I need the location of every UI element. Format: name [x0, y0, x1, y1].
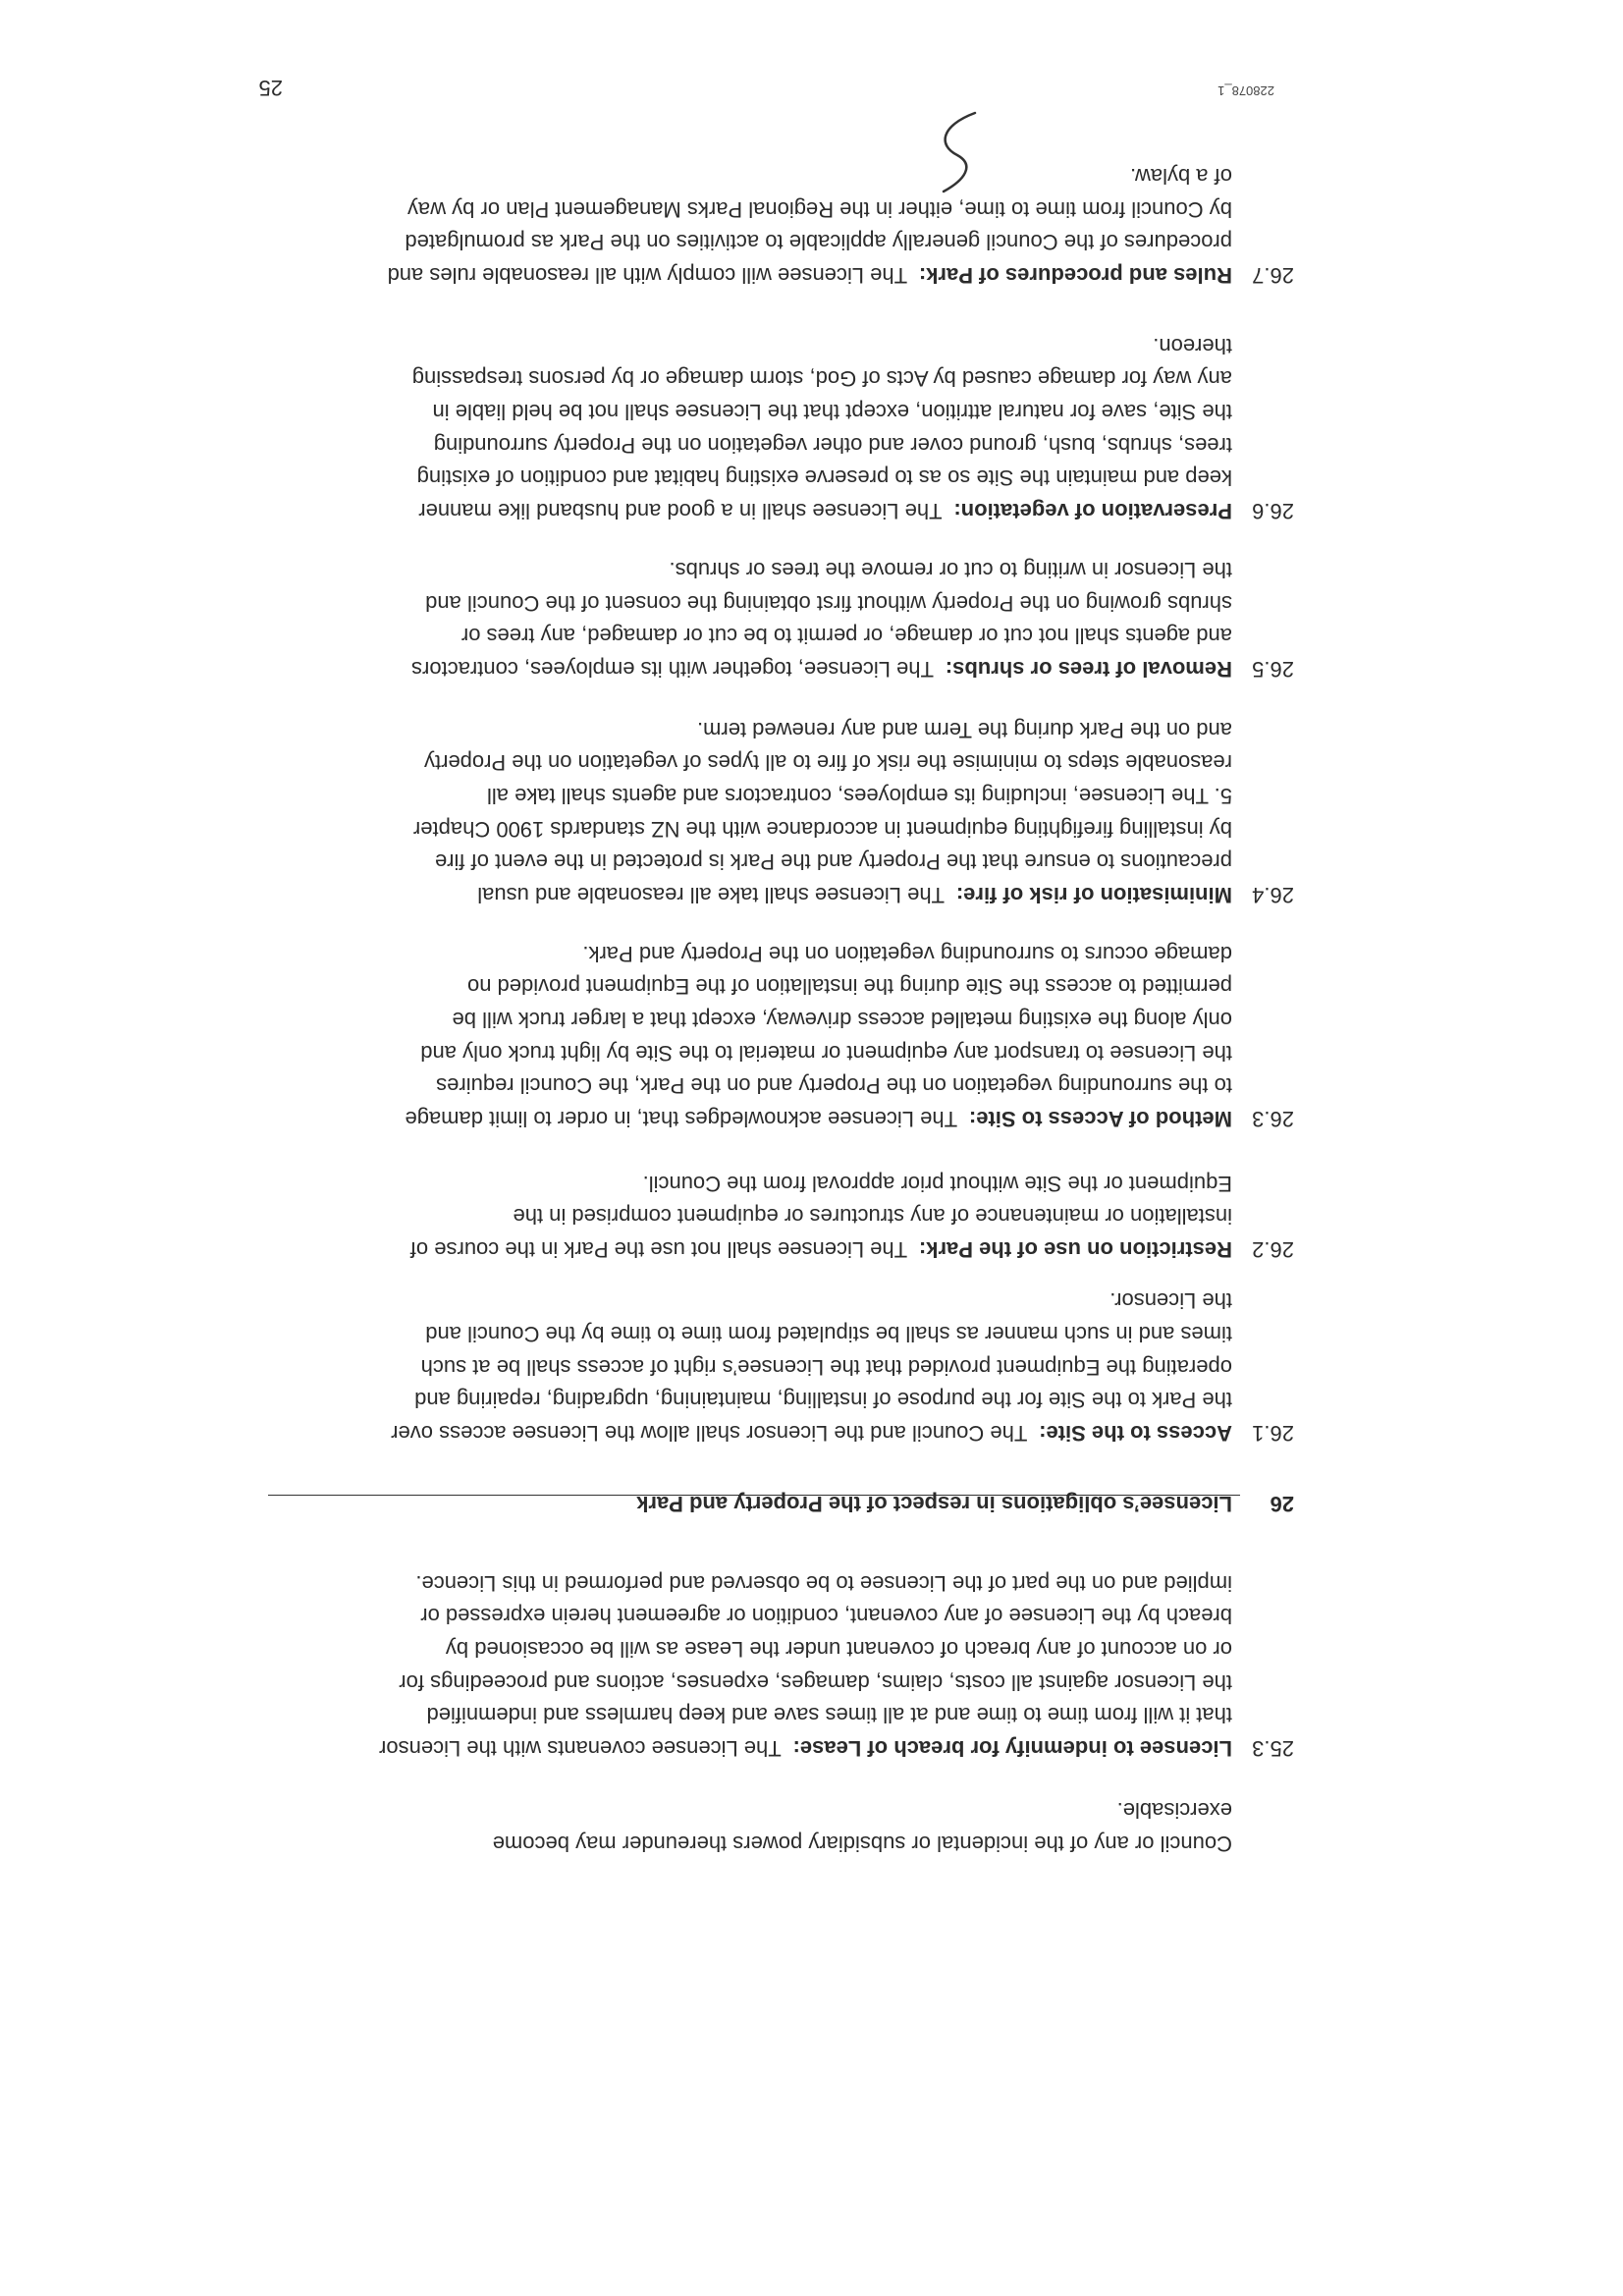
text-line	[413, 878, 1232, 911]
text-line: 5. The Licensee, including its employees, contractors and agents shall take all	[486, 783, 1232, 808]
clause-number: 26	[1270, 1492, 1294, 1516]
text-line: and on the Park during the Term and any renewed term.	[696, 717, 1232, 742]
clause-number: 26.6	[1252, 499, 1294, 523]
text-line	[412, 494, 1232, 527]
clause-number: 25.3	[1252, 1736, 1294, 1761]
text-line	[379, 1731, 1232, 1765]
clause-heading: Licensee to indemnify for breach of Lease:	[792, 1736, 1232, 1761]
text-line: only along the existing metalled access driveway, except that a larger truck will be	[452, 1007, 1232, 1032]
clause-text: The Licensee shall in a good and husband like manner	[418, 499, 943, 523]
text-line: and agents shall not cut or damage, or permit to be cut or damaged, any trees or	[460, 624, 1232, 649]
clause-text: The Licensee, together with its employees, contractors	[411, 657, 934, 682]
clause-number: 26.2	[1252, 1237, 1294, 1262]
text-line: the Site, save for natural attrition, except that the Licensee shall not be held liable in	[432, 399, 1232, 424]
clause-heading: Rules and procedures of Park:	[918, 263, 1232, 288]
text-line	[406, 1102, 1232, 1135]
text-line: the Park to the Site for the purpose of installing, maintaining, upgrading, repairing and	[414, 1388, 1232, 1413]
clause-text: The Licensee shall not use the Park in the course of	[409, 1237, 908, 1262]
text-line: implied and on the part of the Licensee to be observed and performed in this Licence.	[415, 1570, 1232, 1596]
clause-heading: Method of Access to Site:	[968, 1107, 1232, 1131]
text-line	[388, 258, 1232, 292]
text-line: the Licensor against all costs, claims, damages, expenses, actions and proceedings for	[399, 1669, 1232, 1695]
text-line: to the surrounding vegetation on the Property and on the Park, the Council requires	[436, 1073, 1232, 1099]
text-line: the Licensor.	[1109, 1288, 1232, 1314]
text-line: precautions to ensure that the Property and the Park is protected in the event of fire	[434, 849, 1232, 875]
clause-heading: Removal of trees or shrubs:	[945, 657, 1232, 682]
text-line	[410, 1232, 1232, 1266]
page-number: 25	[258, 76, 283, 100]
text-line: installation or maintenance of any structures or equipment comprised in the	[513, 1204, 1232, 1230]
text-line: the Licensee to transport any equipment or material to the Site by light truck only and	[420, 1040, 1232, 1066]
text-line: by installing firefighting equipment in accordance with the NZ standards 1900 Chapter	[412, 816, 1232, 842]
text-line: operating the Equipment provided that the Licensee’s right of access shall be at such	[420, 1354, 1232, 1380]
text-line: thereon.	[1153, 333, 1232, 358]
clause-number: 26.5	[1252, 657, 1294, 682]
text-line: by Council from time to time, either in the Regional Parks Management Plan or by way	[406, 196, 1232, 222]
clause-number: 26.7	[1252, 263, 1294, 288]
text-line	[411, 652, 1232, 685]
clause-text: The Council and the Licensor shall allow the Licensee access over	[391, 1421, 1028, 1446]
clause-heading: Preservation of vegetation:	[953, 499, 1232, 523]
text-line: the Licensor in writing to cut or remove the trees or shrubs.	[669, 557, 1232, 582]
clause-number: 26.1	[1252, 1421, 1294, 1446]
text-line: times and in such manner as shall be stipulated from time to time by the Council and	[425, 1321, 1232, 1346]
text-line: of a bylaw.	[1130, 163, 1232, 189]
clause-heading: Access to the Site:	[1039, 1421, 1232, 1446]
text-line: or on account of any breach of covenant under the Lease as will be occasioned by	[445, 1636, 1232, 1662]
clause-text: The Licensee shall take all reasonable and usual	[477, 883, 946, 907]
clause-number: 26.3	[1252, 1107, 1294, 1131]
clause-heading: Restriction on use of the Park:	[918, 1237, 1232, 1262]
text-line: exercisable.	[1116, 1798, 1232, 1824]
text-line: damage occurs to surrounding vegetation on the Property and Park.	[582, 941, 1232, 966]
text-line: reasonable steps to minimise the risk of fire to all types of vegetation on the Property	[424, 750, 1232, 776]
text-line: procedures of the Council generally applicable to activities on the Park as promulgated	[405, 230, 1232, 255]
text-line: permitted to access the Site during the installation of the Equipment provided no	[466, 974, 1232, 1000]
text-line: that it will from time to time and at all times save and keep harmless and indemnified	[426, 1703, 1232, 1728]
text-line: Council or any of the incidental or subsidiary powers thereunder may become	[492, 1831, 1232, 1856]
text-line: shrubs growing on the Property without first obtaining the consent of the Council and	[425, 590, 1232, 616]
clause-text: The Licensee acknowledges that, in order to limit damage	[405, 1107, 958, 1131]
text-line: keep and maintain the Site so as to preserve existing habitat and condition of existing	[416, 465, 1232, 491]
clause-heading: Licensee’s obligations in respect of the Property and Park	[636, 1492, 1232, 1516]
text-line	[391, 1416, 1232, 1449]
text-line: any way for damage caused by Acts of God, storm damage or by persons trespassing	[411, 366, 1232, 392]
text-line: trees, shrubs, bush, ground cover and other vegetation on the Property surrounding	[433, 432, 1232, 458]
text-line: Equipment or the Site without prior approval from the Council.	[642, 1171, 1232, 1196]
document-code: 228078_1	[1217, 83, 1274, 98]
clause-text: The Licensee will comply with all reasonable rules and	[387, 263, 908, 288]
text-line: breach by the Licensee of any covenant, condition or agreement herein expressed or	[420, 1604, 1232, 1629]
clause-text: The Licensee covenants with the Licensor	[379, 1736, 782, 1761]
clause-heading: Minimisation of risk of fire:	[955, 883, 1232, 907]
clause-number: 26.4	[1252, 883, 1294, 907]
text-line	[636, 1487, 1232, 1520]
